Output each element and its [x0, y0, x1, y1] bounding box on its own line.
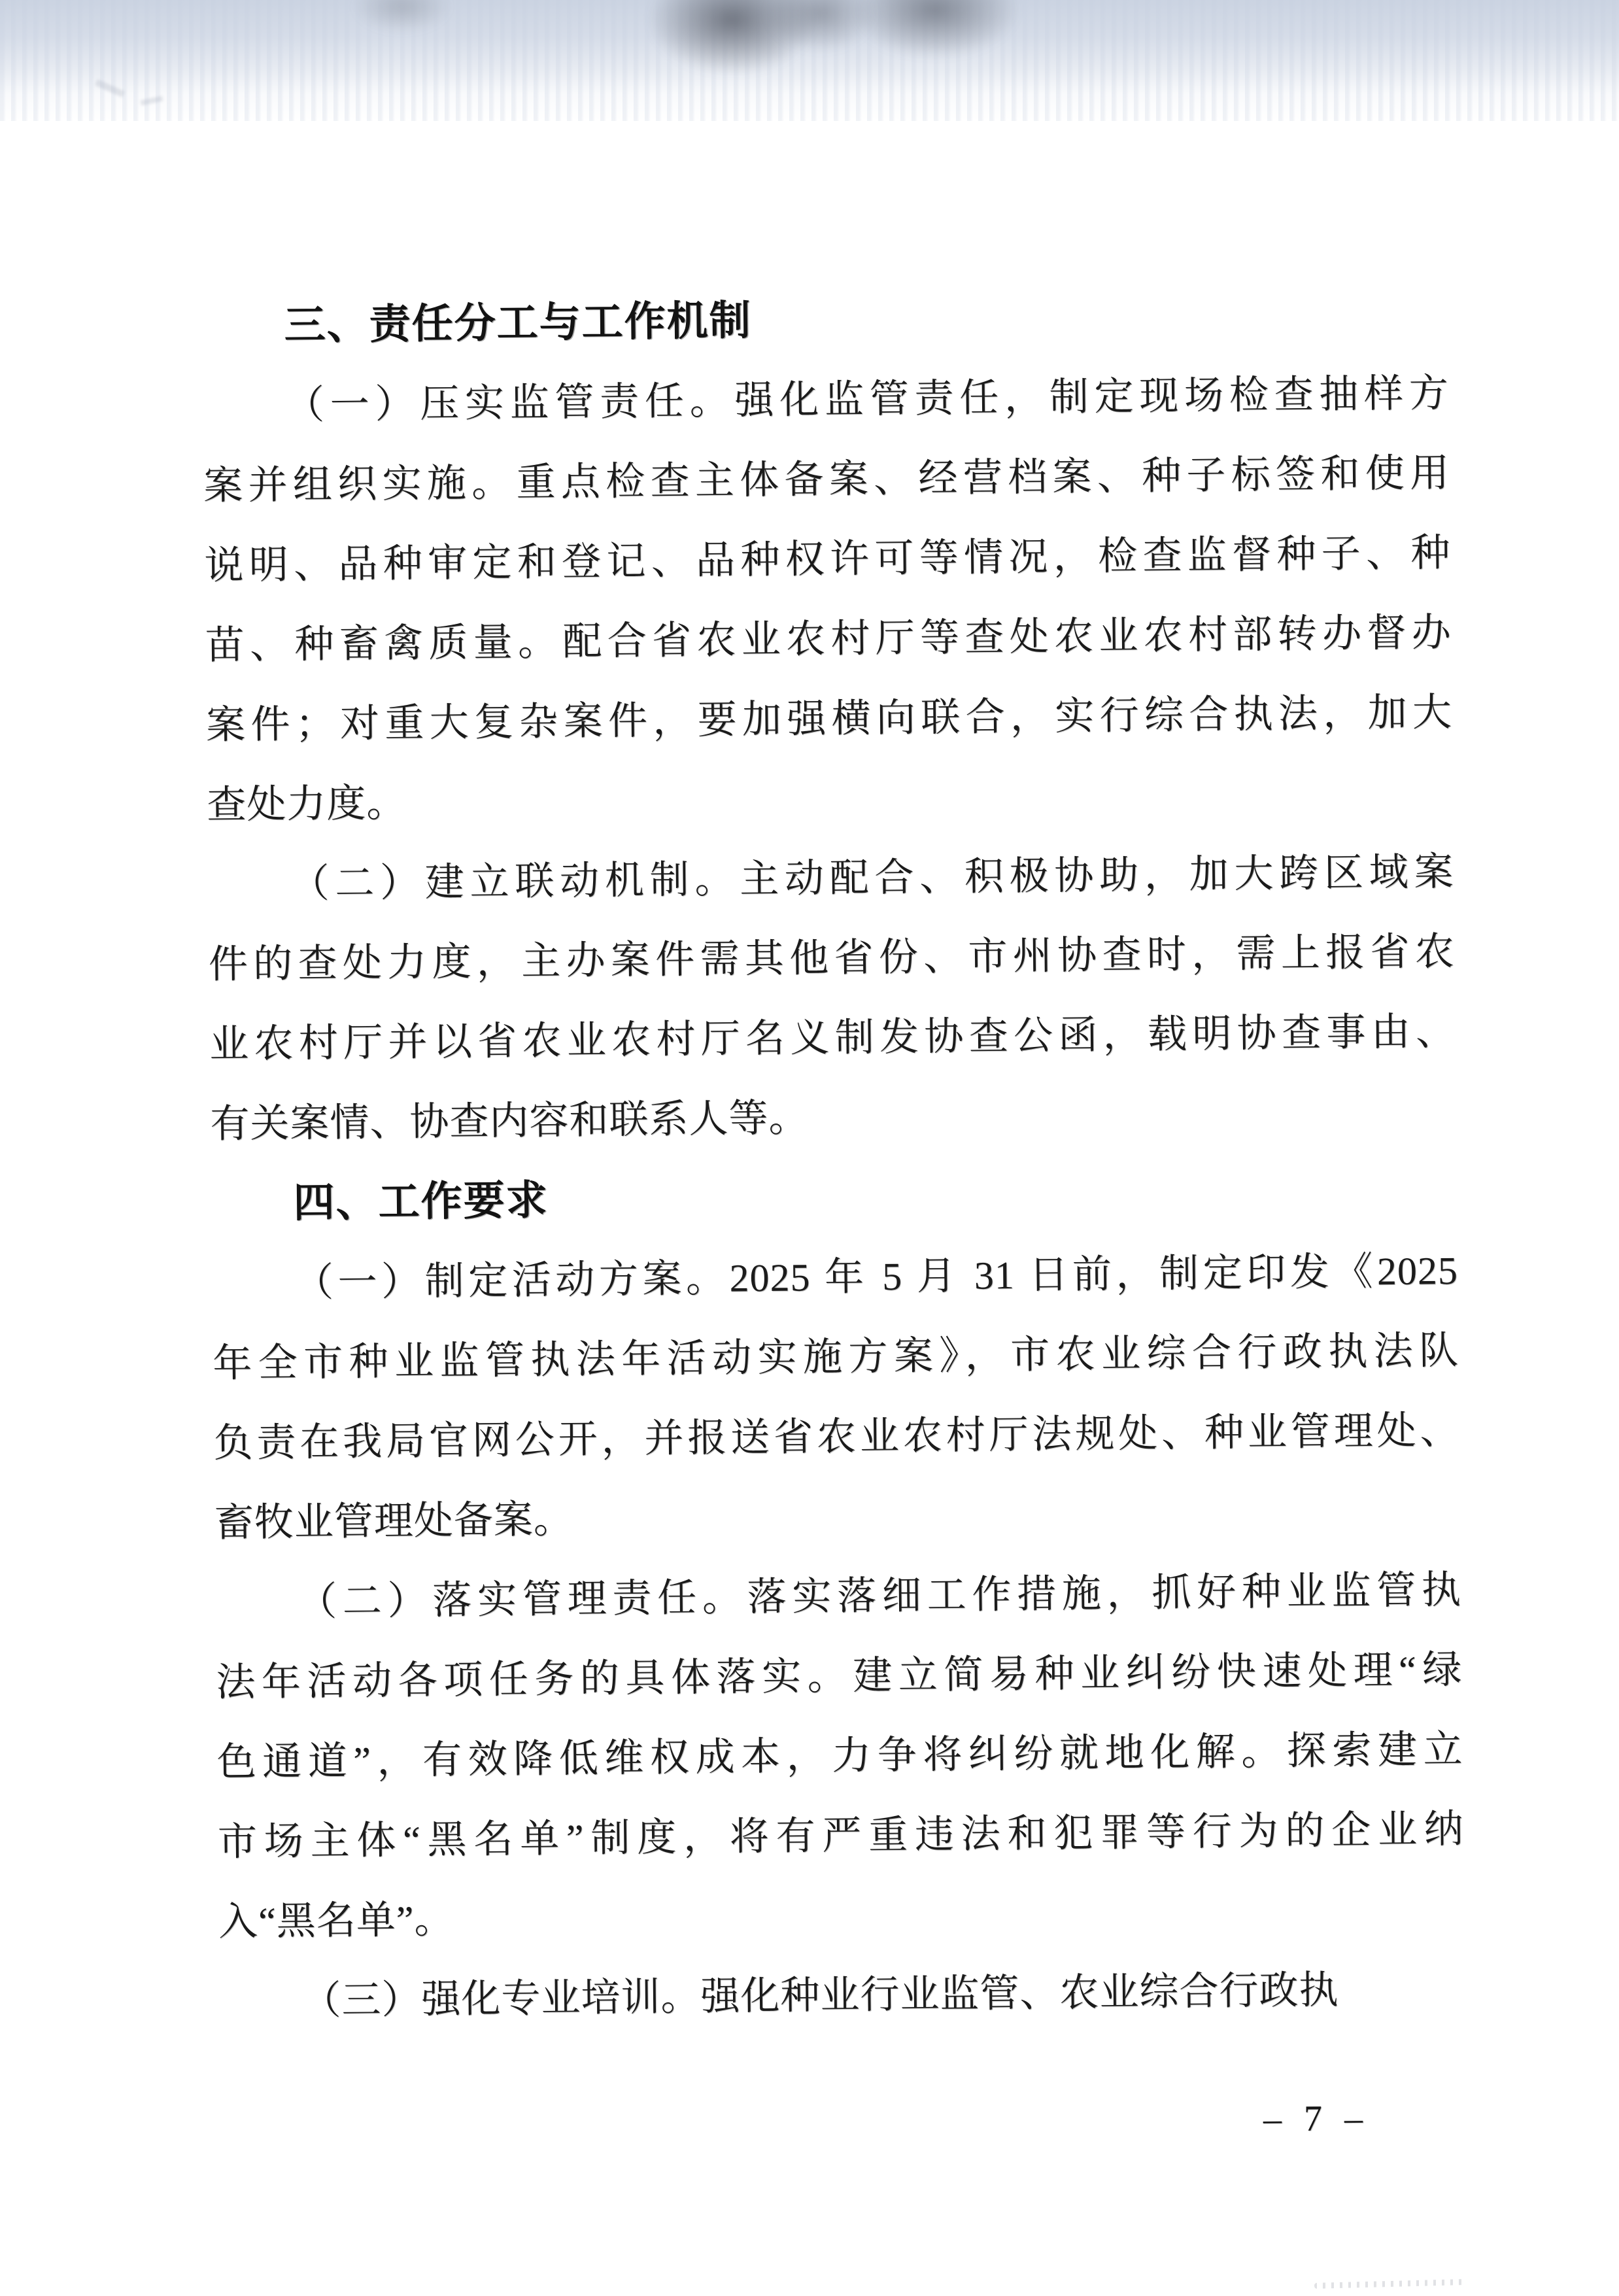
- page-number: – 7 –: [1263, 2098, 1370, 2140]
- paragraph-line: 法年活动各项任务的具体落实。建立简易种业纠纷快速处理“绿: [216, 1647, 1463, 1704]
- paragraph-line: 业农村厅并以省农业农村厅名义制发协查公函，载明协查事由、: [209, 1010, 1456, 1066]
- scan-artifact-speckle: [1314, 2279, 1465, 2289]
- paragraph-line: 苗、种畜禽质量。配合省农业农村厅等查处农业农村部转办督办: [205, 611, 1452, 668]
- paragraph-line: 说明、品种审定和登记、品种权许可等情况，检查监督种子、种: [204, 531, 1451, 588]
- paragraph-line: 案并组织实施。重点检查主体备案、经营档案、种子标签和使用: [203, 451, 1450, 508]
- paragraph-line: 畜牧业管理处备案。: [214, 1498, 574, 1545]
- paragraph-line: 案件；对重大复杂案件，要加强横向联合，实行综合执法，加大: [205, 691, 1453, 747]
- paragraph-line: 年全市种业监管执法年活动实施方案》，市农业综合行政执法队: [212, 1329, 1459, 1385]
- paragraph-line: 市场主体“黑名单”制度，将有严重违法和犯罪等行为的企业纳: [217, 1807, 1465, 1864]
- paragraph-line: （三）强化专业培训。强化种业行业监管、农业综合行政执: [301, 1968, 1339, 2023]
- paragraph-line: 负责在我局官网公开，并报送省农业农村厅法规处、种业管理处、: [213, 1408, 1460, 1465]
- section-heading: 三、责任分工与工作机制: [284, 298, 752, 349]
- paragraph-line: 有关案情、协查内容和联系人等。: [210, 1096, 809, 1146]
- paragraph-line: （一）压实监管责任。强化监管责任，制定现场检查抽样方: [284, 371, 1450, 427]
- paragraph-line: 查处力度。: [206, 781, 407, 827]
- paragraph-line: 件的查处力度，主办案件需其他省份、市州协查时，需上报省农: [208, 930, 1456, 986]
- paragraph-line: 入“黑名单”。: [218, 1898, 454, 1944]
- paragraph-line: 色通道”，有效降低维权成本，力争将纠纷就地化解。探索建立: [216, 1727, 1463, 1784]
- section-heading: 四、工作要求: [293, 1177, 549, 1226]
- document-body: [201, 273, 1466, 2042]
- paragraph-line: （二）建立联动机制。主动配合、积极协助，加大跨区域案: [290, 850, 1454, 906]
- paragraph-line: （二）落实管理责任。落实落细工作措施，抓好种业监管执: [297, 1568, 1462, 1624]
- paragraph-line: （一）制定活动方案。2025 年 5 月 31 日前，制定印发《2025: [294, 1249, 1459, 1305]
